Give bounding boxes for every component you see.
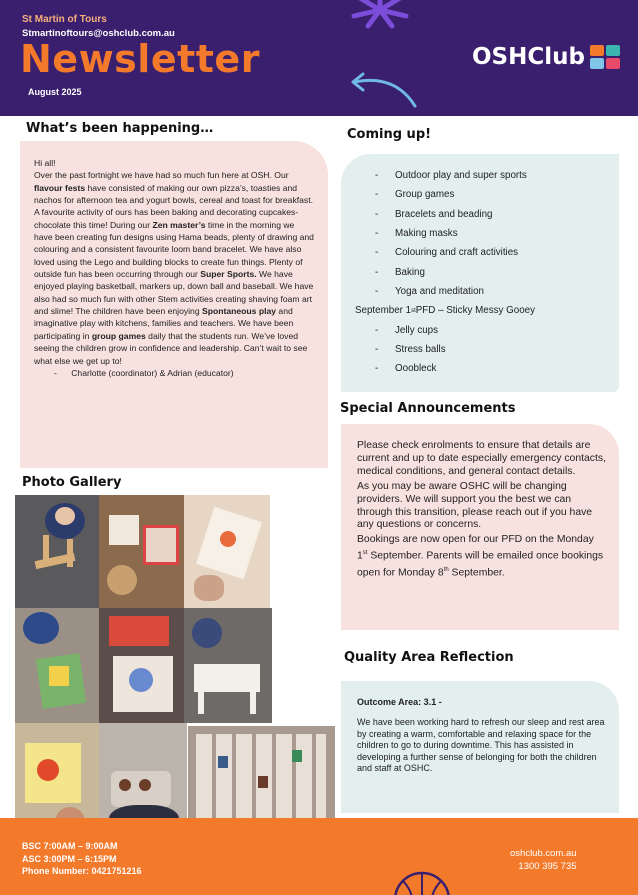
issue-date: August 2025 <box>28 87 82 97</box>
list-dash: - <box>375 266 379 278</box>
curved-arrow-icon <box>345 70 425 110</box>
photo-small-table <box>184 608 272 723</box>
coming-up-panel <box>341 154 619 392</box>
body-text: daily that the students run. We’ve loved seeing the children grow in confidence and leadership. Can’t wait to see what else we get up to! <box>34 330 308 366</box>
bsc-hours: BSC 7:00AM – 9:00AM <box>22 841 118 851</box>
body-text: We have enjoyed playing basketball, markers up, down ball and baseball. We have also had so much fun with other Stem activities creating shaving foam art and slime! The children have been enjoying <box>34 269 314 317</box>
enrolment-note: Please check enrolments to ensure that details are current and up to date especially emergency contacts, medical conditions, and general contact details. <box>357 440 606 477</box>
happening-panel <box>20 141 328 468</box>
list-item <box>375 262 535 281</box>
list-item-label: Group games <box>395 189 455 201</box>
website-link[interactable]: oshclub.com.au <box>510 848 577 859</box>
list-item-label: Baking <box>395 266 425 278</box>
list-item-label: Jelly cups <box>395 324 439 336</box>
footer-banner <box>0 818 638 895</box>
footer-phone[interactable]: 1300 395 735 <box>518 860 577 872</box>
list-item <box>375 359 535 378</box>
coming-up-list <box>355 166 535 378</box>
school-email[interactable]: Stmartinoftours@oshclub.com.au <box>22 28 175 39</box>
photo-drawing-floor <box>15 608 100 723</box>
coming-up-heading: Coming up! <box>347 127 432 142</box>
list-dash: - <box>375 170 379 182</box>
highlight-text: Spontaneous play <box>202 306 277 317</box>
list-dash: - <box>375 343 379 355</box>
newsletter-title: Newsletter <box>20 37 260 81</box>
header-banner <box>0 0 638 116</box>
list-item <box>375 320 535 339</box>
list-dash: - <box>375 208 379 220</box>
highlight-text: group games <box>91 330 146 341</box>
list-item <box>375 166 535 185</box>
list-item-label: Stress balls <box>395 343 446 355</box>
list-item-label: Outdoor play and super sports <box>395 170 527 182</box>
photo-craft-table <box>99 495 185 608</box>
opening-hours <box>22 840 142 878</box>
body-text: have consisted of making our own pizza’s, toasties and nachos for afternoon tea and yogurt bowls, cereal and toast for breakfast. A favourite activity of ours has been baking and decorating cupcakes- chocolate this time! During our <box>34 182 313 230</box>
list-item <box>375 243 535 262</box>
signoff: - Charlotte (coordinator) & Adrian (educator) <box>54 367 234 378</box>
provider-note: As you may be aware OSHC will be changing providers. We will support you the best we can through this transition, please reach out if you have any questions or concerns. <box>357 480 593 531</box>
pfd-heading: September 1 st PFD – Sticky Messy Gooey <box>355 305 535 317</box>
list-item-label: Making masks <box>395 228 458 240</box>
list-item <box>375 282 535 301</box>
quality-body: We have been working hard to refresh our sleep and rest area by creating a warm, comfortable and relaxing space for the children to go to during downtime. This has assisted in developing a further sense of belonging for both the children and staff at OSHC. <box>357 717 605 774</box>
special-panel <box>341 424 619 630</box>
highlight-text: flavour fests <box>34 182 86 193</box>
school-name: St Martin of Tours <box>22 14 107 25</box>
contact-block <box>510 848 577 873</box>
list-dash: - <box>375 285 379 297</box>
happening-heading: What’s been happening… <box>26 121 214 136</box>
special-heading: Special Announcements <box>340 401 516 416</box>
list-dash: - <box>375 247 379 259</box>
list-item-label: Bracelets and beading <box>395 208 493 220</box>
body-text: Over the past fortnight we have had so much fun here at OSH. Our <box>34 170 289 181</box>
happening-body <box>34 169 314 367</box>
list-item <box>375 205 535 224</box>
list-dash: - <box>375 189 379 201</box>
list-dash: - <box>375 363 379 375</box>
highlight-text: Zen master’s <box>152 219 206 230</box>
asc-hours: ASC 3:00PM – 6:15PM <box>22 853 117 864</box>
oshclub-logo-icon <box>590 45 622 71</box>
highlight-text: Super Sports. <box>200 269 257 280</box>
photo-markers <box>99 608 185 723</box>
list-item-label: Yoga and meditation <box>395 285 484 297</box>
photo-lego-play <box>15 495 100 608</box>
bookings-note: Bookings are now open for our PFD on the Monday 1st September. Parents will be emailed once bookings open for Monday 8th September. <box>357 534 604 579</box>
list-dash: - <box>375 228 379 240</box>
greeting-text: Hi all! <box>34 158 56 168</box>
phone-number[interactable]: Phone Number: 0421751216 <box>22 866 142 876</box>
list-item <box>375 224 535 243</box>
list-item-label: Ooobleck <box>395 363 437 375</box>
body-text: and imaginative play with kitchens, families and teachers. We have been participating in <box>34 306 294 341</box>
oshclub-logo-text: OSHClub <box>472 44 585 70</box>
gallery-heading: Photo Gallery <box>22 475 122 490</box>
photo-colouring <box>184 495 270 608</box>
body-text: time in the morning we have been creating fun designs using Hama beads, plenty of drawing and colouring and a consistent favourite loom band bracelet. We have also loved using the Lego and building blocks to create fun things. Plenty of outside fun has been occurring through our <box>34 219 314 280</box>
basketball-icon <box>392 870 452 895</box>
quality-panel <box>341 681 619 813</box>
list-dash: - <box>375 324 379 336</box>
burst-decoration-icon <box>330 0 430 40</box>
list-item <box>375 185 535 204</box>
list-item-label: Colouring and craft activities <box>395 247 519 259</box>
quality-heading: Quality Area Reflection <box>344 650 514 665</box>
list-item <box>375 340 535 359</box>
outcome-area: Outcome Area: 3.1 - <box>357 697 442 707</box>
